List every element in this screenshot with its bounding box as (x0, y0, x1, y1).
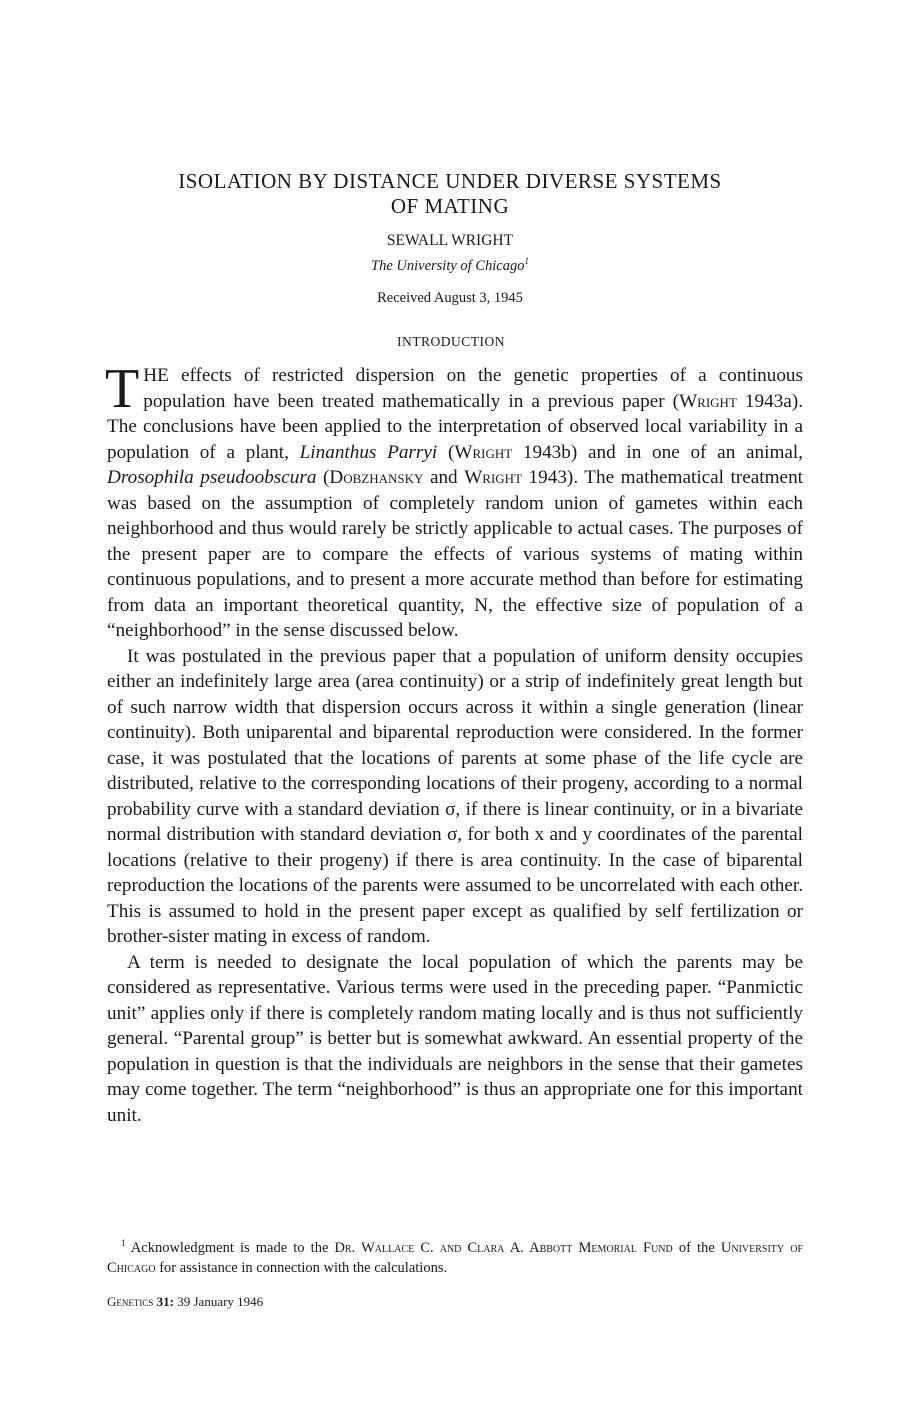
paragraph-3: A term is needed to designate the local population of which the parents may be considered as representative. Various terms were used in the preceding paper. “Panmictic unit” applies only if there is completely random mating locally and is thus not sufficiently general. “Parental group” is better but is somewhat awkward. An essential property of the population in question is that the individuals are neighbors in the sense that their gametes may come together. The term “neighborhood” is thus an appropriate one for this important unit. (107, 951, 803, 1126)
article-title-line2: OF MATING (390, 194, 510, 218)
footnote-text-a: Acknowledgment is made to the (125, 1240, 335, 1256)
paragraph-1-text-c: ( (437, 441, 455, 463)
citation-dobzhansky: Dobzhansky (329, 467, 424, 488)
footnote-fund: Dr. Wallace C. and Clara A. Abbott Memorial Fund (334, 1240, 673, 1256)
citation-wright-1943b: Wright (454, 441, 513, 463)
footnote (107, 1238, 803, 1278)
affiliation-text: The University of Chicago (371, 258, 525, 274)
author-affiliation (0, 258, 900, 275)
received-date: Received August 3, 1945 (377, 290, 523, 306)
section-heading: INTRODUCTION (397, 334, 505, 349)
citation-wright-1943a: Wright (679, 390, 737, 412)
paragraph-1-text-f: and (423, 467, 465, 488)
paragraph-1-text-d: 1943b) and in one of an animal, (512, 441, 804, 463)
paragraph-1 (105, 358, 804, 644)
author-name: SEWALL WRIGHT (386, 232, 514, 249)
paragraph-1-text-a: HE effects of restricted dispersion on the genetic properties of a continuous population have been treated mathematically in a previous paper ( (143, 365, 803, 412)
paragraph-1-text-e: ( (316, 467, 330, 488)
paragraph-1-text-g: 1943). The mathematical treatment was based on the assumption of completely random union of gametes within each neighborhood and thus would rarely be strictly applicable to actual cases. The purposes of the present paper are to compare the effects of various systems of mating within continuous populations, and to present a more accurate method than before for estimating from data an important theoretical quantity, N, the effective size of population of a “neighborhood” in the sense discussed below. (107, 467, 803, 641)
page-footer (107, 1294, 263, 1310)
species-drosophila: Drosophila pseudoobscura (107, 467, 317, 488)
footnote-text-c: for assistance in connection with the calculations. (155, 1260, 448, 1276)
footnote-university: University of Chicago (107, 1240, 804, 1276)
citation-wright-1943: Wright (464, 467, 523, 488)
journal-volume: 31: (156, 1294, 174, 1309)
journal-page-date: 39 January 1946 (173, 1294, 264, 1309)
footnote-text-b: of the (672, 1240, 721, 1256)
species-linanthus: Linanthus Parryi (299, 441, 438, 463)
affiliation-footnote-marker: 1 (524, 256, 529, 267)
article-body (105, 358, 804, 1128)
drop-cap: T (105, 358, 140, 420)
journal-name: Genetics (107, 1294, 154, 1309)
paragraph-1-text-b: 1943a). The conclusions have been applied to the interpretation of observed local variability in a population of a plant, (107, 390, 804, 463)
article-title-line1: ISOLATION BY DISTANCE UNDER DIVERSE SYSTEMS (178, 169, 722, 193)
paragraph-2: It was postulated in the previous paper that a population of uniform density occupies either an indefinitely large area (area continuity) or a strip of indefinitely great length but of such narrow width that dispersion occurs across it within a single generation (linear continuity). Both uniparental and biparental reproduction were considered. In the former case, it was postulated that the locations of parents at some phase of the life cycle are distributed, relative to the corresponding locations of their progeny, according to a normal probability curve with a standard deviation σ, if there is linear continuity, or in a bivariate normal distribution with standard deviation σ, for both x and y coordinates of the parental locations (relative to their progeny) if there is area continuity. In the case of biparental reproduction the locations of the parents were assumed to be uncorrelated with each other. This is assumed to hold in the present paper except as qualified by self fertilization or brother-sister mating in excess of random. (107, 645, 803, 947)
footnote-marker: 1 (121, 1238, 126, 1249)
